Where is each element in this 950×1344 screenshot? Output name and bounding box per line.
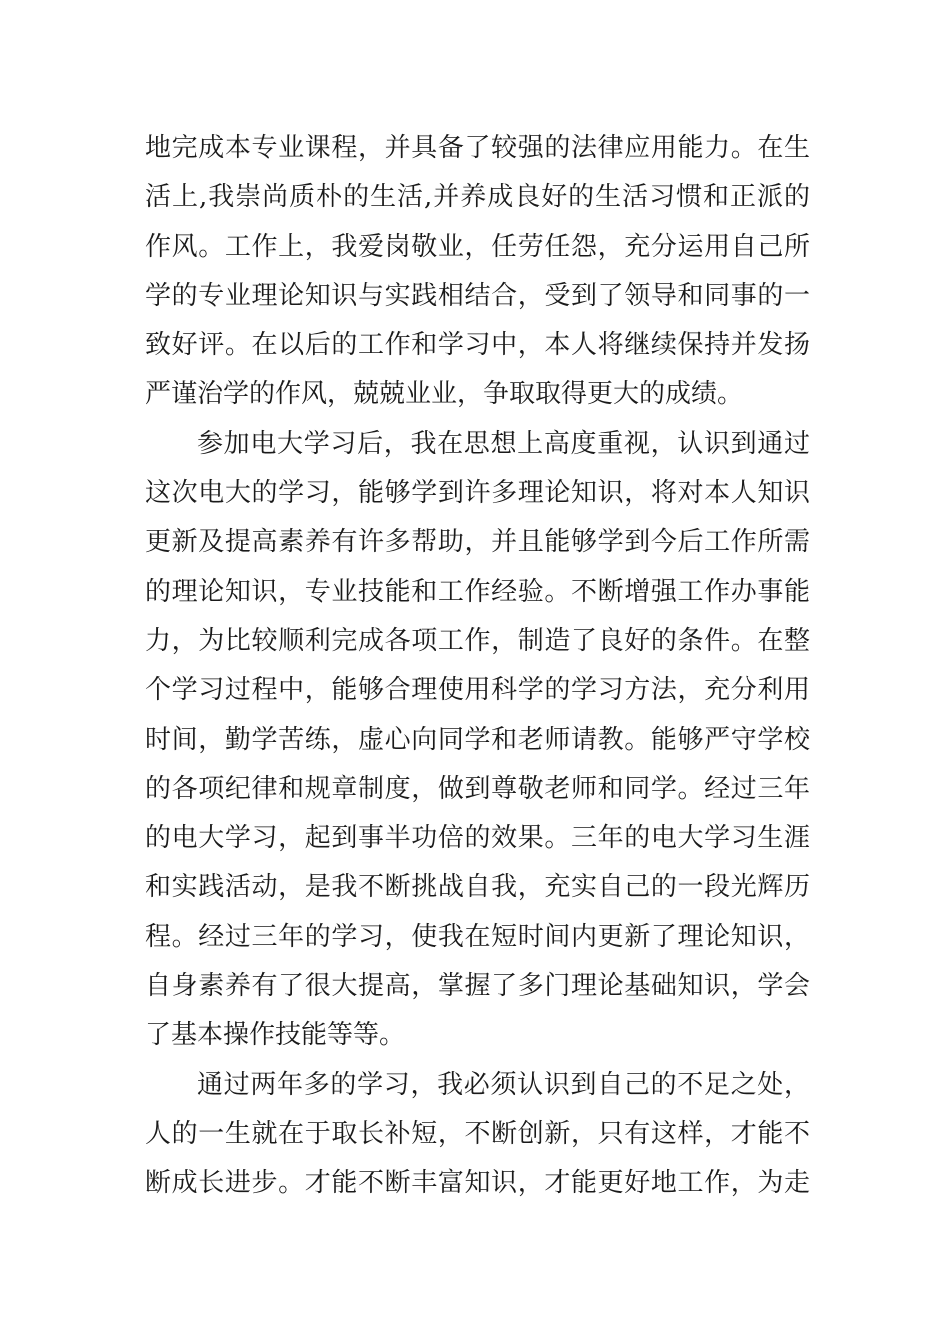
paragraph-first-line: 参加电大学习后，我在思想上高度重视，认识到通过	[197, 428, 810, 459]
text-line: 致好评。在以后的工作和学习中，本人将继续保持并发扬	[145, 330, 810, 361]
text-line: 作风。工作上，我爱岗敬业，任劳任怨，充分运用自己所	[145, 231, 810, 262]
text-line: 人的一生就在于取长补短，不断创新，只有这样，才能不	[145, 1118, 810, 1149]
text-line: 了基本操作技能等等。	[145, 1020, 406, 1051]
text-line: 活上,我崇尚质朴的生活,并养成良好的生活习惯和正派的	[145, 182, 810, 213]
document-body	[145, 124, 810, 1209]
text-line: 的各项纪律和规章制度，做到尊敬老师和同学。经过三年	[145, 773, 810, 804]
text-line: 的电大学习，起到事半功倍的效果。三年的电大学习生涯	[145, 823, 810, 854]
text-line: 学的专业理论知识与实践相结合，受到了领导和同事的一	[145, 280, 810, 311]
text-line: 时间，勤学苦练，虚心向同学和老师请教。能够严守学校	[145, 724, 810, 755]
text-line: 力，为比较顺利完成各项工作，制造了良好的条件。在整	[145, 625, 810, 656]
text-line: 地完成本专业课程，并具备了较强的法律应用能力。在生	[145, 133, 810, 163]
text-line: 自身素养有了很大提高，掌握了多门理论基础知识，学会	[145, 971, 810, 1002]
text-line: 个学习过程中，能够合理使用科学的学习方法，充分利用	[145, 675, 810, 706]
paragraph-first-line: 通过两年多的学习，我必须认识到自己的不足之处，	[197, 1069, 810, 1100]
text-line: 这次电大的学习，能够学到许多理论知识，将对本人知识	[145, 478, 810, 509]
text-line: 的理论知识，专业技能和工作经验。不断增强工作办事能	[145, 576, 810, 607]
text-line: 更新及提高素养有许多帮助，并且能够学到今后工作所需	[145, 527, 810, 558]
text-line: 严谨治学的作风，兢兢业业，争取取得更大的成绩。	[145, 379, 744, 410]
text-line: 断成长进步。才能不断丰富知识，才能更好地工作，为走	[145, 1168, 810, 1199]
text-line: 和实践活动，是我不断挑战自我，充实自己的一段光辉历	[145, 872, 810, 903]
text-line: 程。经过三年的学习，使我在短时间内更新了理论知识，	[145, 921, 810, 952]
